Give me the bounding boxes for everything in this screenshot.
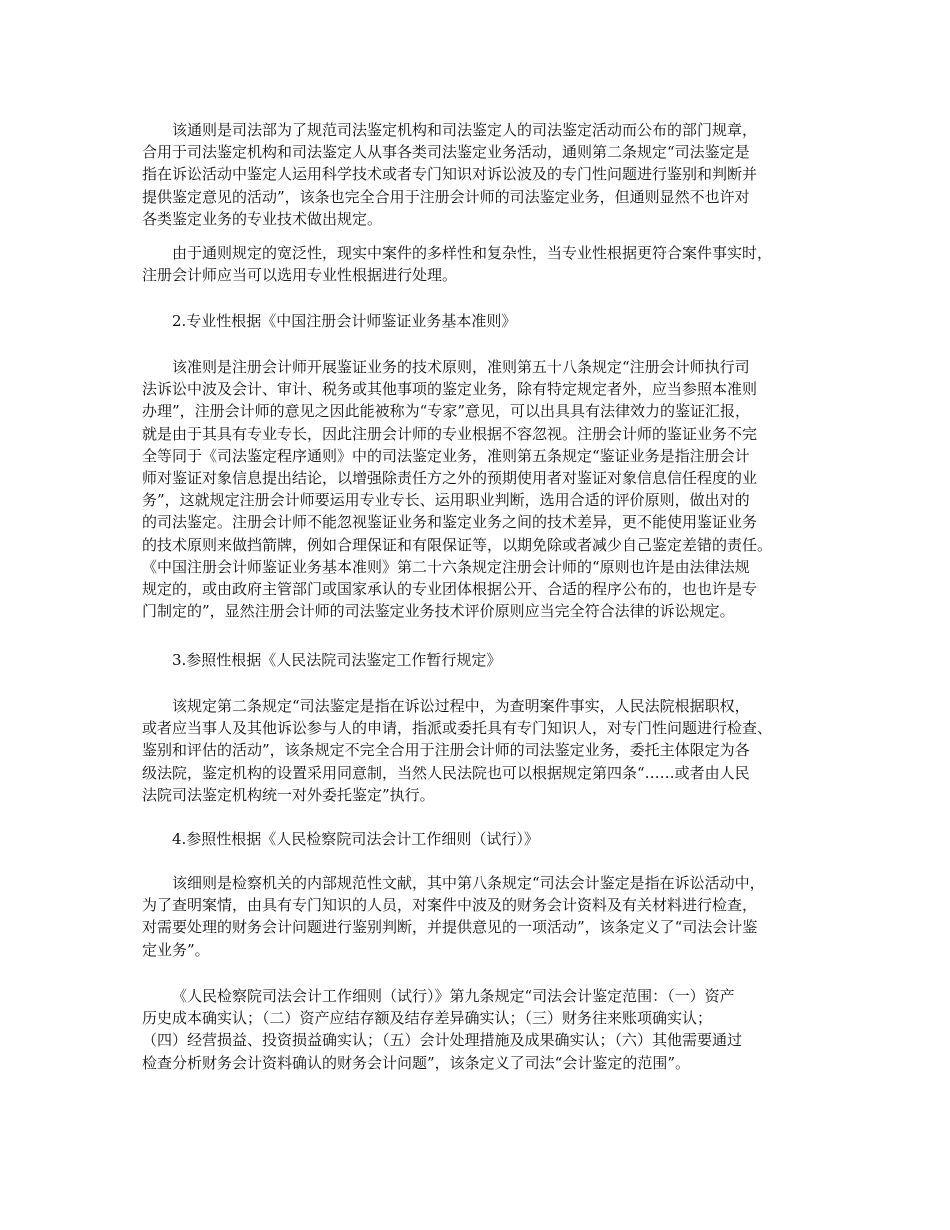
section-heading-3 xyxy=(142,649,812,671)
text-line: 检查分析财务会计资料确认的财务会计问题”，该条定义了司法“会计鉴定的范围”。 xyxy=(142,1053,691,1072)
text-line: 该规定第二条规定“司法鉴定是指在诉讼过程中，为查明案件事实，人民法院根据职权， xyxy=(172,697,750,715)
text-line: 提供鉴定意见的活动”，该条也完全合用于注册会计师的司法鉴定业务，但通则显然不也许对 xyxy=(142,187,750,206)
paragraph-assurance-standard xyxy=(142,356,812,622)
paragraph-procedure-rules xyxy=(142,119,812,230)
text-line: 各类鉴定业务的专业技术做出规定。 xyxy=(142,209,383,228)
section-heading-2 xyxy=(142,310,812,332)
text-line: 法诉讼中波及会计、审计、税务或其他事项的鉴定业务，除有特定规定者外，应当参照本准则 xyxy=(142,380,758,399)
section-heading-4 xyxy=(142,828,812,850)
text-line: 的技术原则来做挡箭牌，例如合理保证和有限保证等，以期免除或者减少自己鉴定差错的责任。 xyxy=(142,535,773,554)
text-line: 该通则是司法部为了规范司法鉴定机构和司法鉴定人的司法鉴定活动而公布的部门规章， xyxy=(172,121,758,139)
text-line: 规定的，或由政府主管部门或国家承认的专业团体根据公开、合适的程序公布的，也也许是专 xyxy=(142,579,758,598)
heading-text: 2.专业性根据《中国注册会计师鉴证业务基本准则》 xyxy=(172,312,517,330)
text-line: 历史成本确实认；（二）资产应结存额及结存差异确实认；（三）财务往来账项确实认； xyxy=(142,1009,713,1028)
text-line: 由于通则规定的宽泛性，现实中案件的多样性和复杂性，当专业性根据更符合案件事实时， xyxy=(172,244,773,262)
text-line: 合用于司法鉴定机构和司法鉴定人从事各类司法鉴定业务活动，通则第二条规定“司法鉴定是 xyxy=(142,143,750,162)
text-line: 该准则是注册会计师开展鉴证业务的技术原则，准则第五十八条规定“注册会计师执行司 xyxy=(172,358,750,376)
text-line: 注册会计师应当可以选用专业性根据进行处理。 xyxy=(142,266,458,285)
text-line: 法院司法鉴定机构统一对外委托鉴定”执行。 xyxy=(142,785,435,804)
paragraph-generality xyxy=(142,242,812,286)
text-line: 指在诉讼活动中鉴定人运用科学技术或者专门知识对诉讼波及的专门性问题进行鉴别和判断并 xyxy=(142,165,758,184)
text-line: 师对鉴证对象信息提出结论，以增强除责任方之外的预期使用者对鉴证对象信息信任程度的业 xyxy=(142,468,758,487)
text-line: 为了查明案情，由具有专门知识的人员，对案件中波及的财务会计资料及有关材料进行检查， xyxy=(142,896,758,915)
text-line: （四）经营损益、投资损益确实认；（五）会计处理措施及成果确实认；（六）其他需要通过 xyxy=(142,1031,743,1050)
text-line: 办理”，注册会计师的意见之因此能被称为“专家”意见，可以出具具有法律效力的鉴证汇报， xyxy=(142,402,751,421)
text-line: 定业务”。 xyxy=(142,940,210,959)
text-line: 或者应当事人及其他诉讼参与人的申请，指派或委托具有专门知识人，对专门性问题进行检查、 xyxy=(142,719,773,738)
text-line: 对需要处理的财务会计问题进行鉴别判断，并提供意见的一项活动”，该条定义了“司法会计鉴 xyxy=(142,918,758,937)
paragraph-court-regulation xyxy=(142,695,812,806)
paragraph-appraisal-scope xyxy=(142,985,812,1074)
text-line: 级法院，鉴定机构的设置采用同意制，当然人民法院也可以根据规定第四条“……或者由人民 xyxy=(142,763,750,782)
text-line: 《中国注册会计师鉴证业务基本准则》第二十六条规定注册会计师的“原则也许是由法律法规 xyxy=(142,557,750,576)
heading-text: 4.参照性根据《人民检察院司法会计工作细则（试行）》 xyxy=(172,830,539,848)
text-line: 全等同于《司法鉴定程序通则》中的司法鉴定业务，准则第五条规定“鉴证业务是指注册会计 xyxy=(142,446,750,465)
text-line: 务”，这就规定注册会计师要运用专业专长、运用职业判断，选用合适的评价原则，做出对的 xyxy=(142,491,750,510)
heading-text: 3.参照性根据《人民法院司法鉴定工作暂行规定》 xyxy=(172,651,502,669)
text-line: 就是由于其具有专业专长，因此注册会计师的专业根据不容忽视。注册会计师的鉴证业务不完 xyxy=(142,424,758,443)
text-line: 《人民检察院司法会计工作细则（试行）》第九条规定“司法会计鉴定范围：（一）资产 xyxy=(172,987,735,1005)
text-line: 鉴别和评估的活动”，该条规定不完全合用于注册会计师的司法鉴定业务，委托主体限定为各 xyxy=(142,741,750,760)
text-line: 门制定的”，显然注册会计师的司法鉴定业务技术评价原则应当完全符合法律的诉讼规定。 xyxy=(142,602,735,621)
paragraph-procuratorate-rules xyxy=(142,872,812,961)
text-line: 的司法鉴定。注册会计师不能忽视鉴证业务和鉴定业务之间的技术差异，更不能使用鉴证业务 xyxy=(142,513,758,532)
text-line: 该细则是检察机关的内部规范性文献，其中第八条规定“司法会计鉴定是指在诉讼活动中， xyxy=(172,874,765,892)
